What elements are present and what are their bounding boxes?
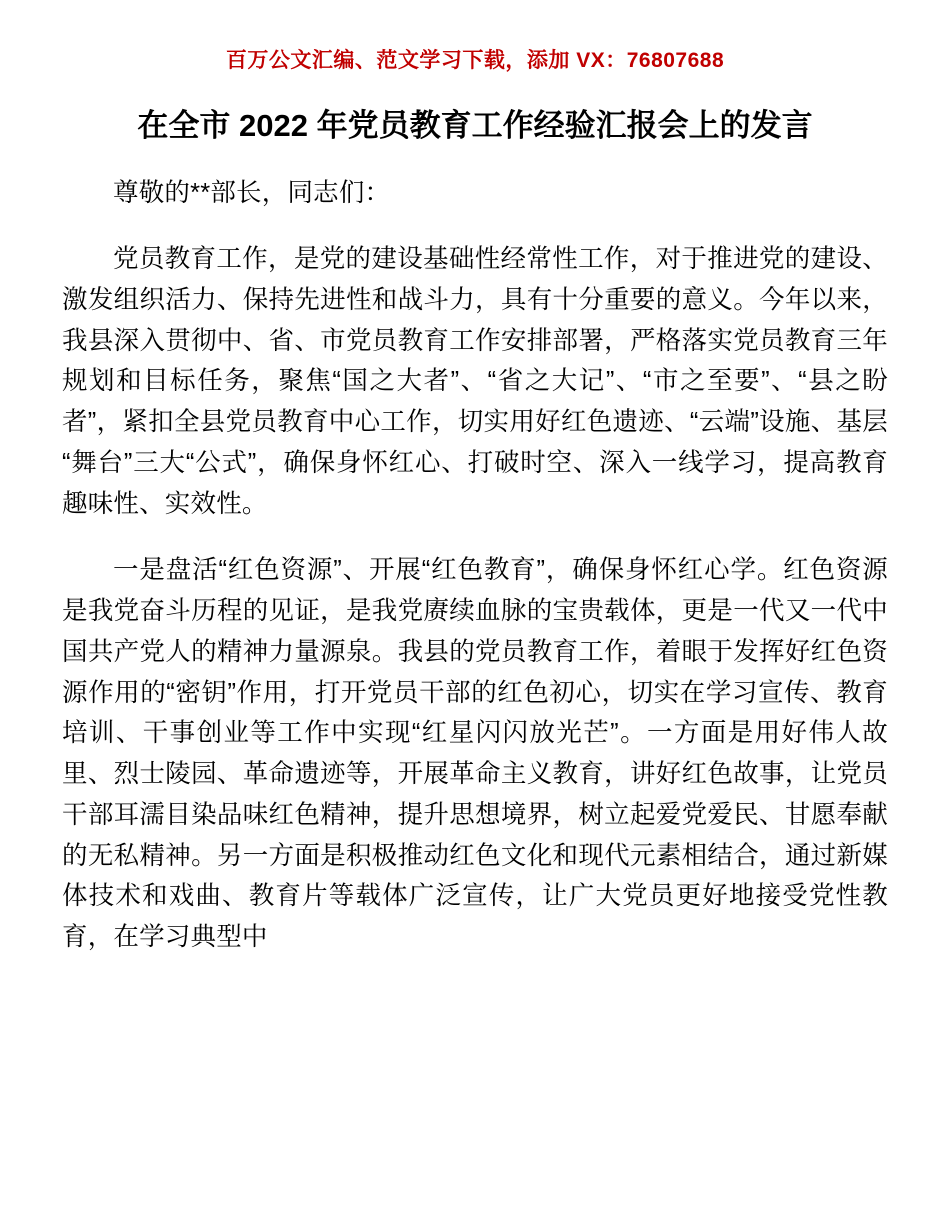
page-title: 在全市 2022 年党员教育工作经验汇报会上的发言 [137,108,813,143]
salutation-line: 尊敬的**部长，同志们： [113,179,391,208]
body-paragraph-1: 党员教育工作，是党的建设基础性经常性工作，对于推进党的建设、激发组织活力、保持先进性和战斗力，具有十分重要的意义。今年以来，我县深入贯彻中、省、市党员教育工作安排部署，严格落实党员教育三年规划和目标任务，聚焦“国之大者”、“省之大记”、“市之至要”、“县之盼者”，紧扣全县党员教育中心工作，切实用好红色遗迹、“云端”设施、基层“舞台”三大“公式”，确保身怀红心、打破时空、深入一线学习，提高教育趣味性、实效性。 [62,245,888,518]
watermark-text: 百万公文汇编、范文学习下载，添加 VX：76807688 [225,49,725,72]
body-paragraph-2: 一是盘活“红色资源”、开展“红色教育”，确保身怀红心学。红色资源是我党奋斗历程的见证，是我党赓续血脉的宝贵载体，更是一代又一代中国共产党人的精神力量源泉。我县的党员教育工作，着眼于发挥好红色资源作用的“密钥”作用，打开党员干部的红色初心，切实在学习宣传、教育培训、干事创业等工作中实现“红星闪闪放光芒”。一方面是用好伟人故里、烈士陵园、革命遗迹等，开展革命主义教育，讲好红色故事，让党员干部耳濡目染品味红色精神，提升思想境界，树立起爱党爱民、甘愿奉献的无私精神。另一方面是积极推动红色文化和现代元素相结合，通过新媒体技术和戏曲、教育片等载体广泛宣传，让广大党员更好地接受党性教育，在学习典型中 [62,556,888,952]
